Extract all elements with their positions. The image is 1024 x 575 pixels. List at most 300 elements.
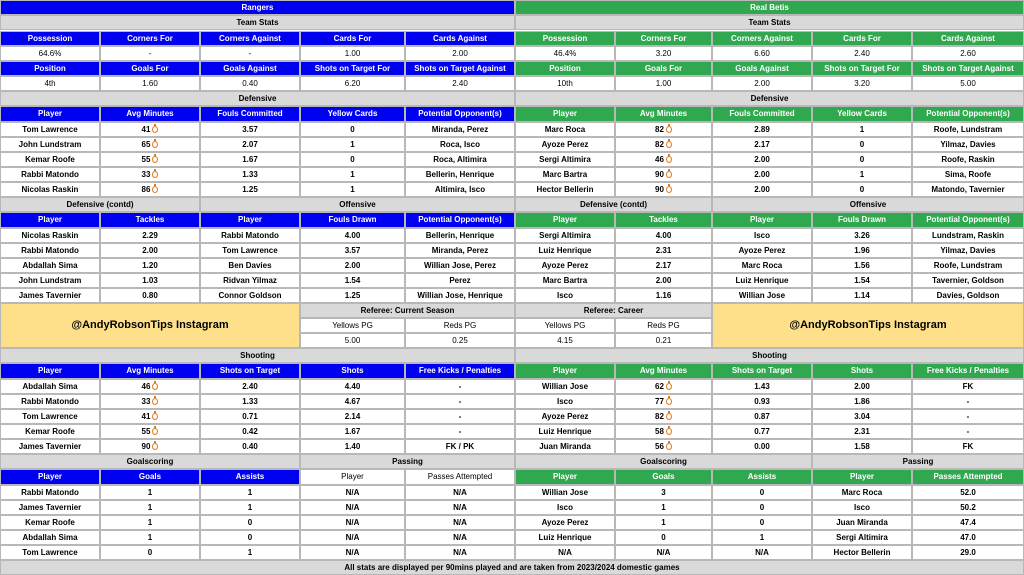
player-name: Isco [515, 288, 615, 303]
minutes-value: 86 [141, 184, 151, 194]
minutes-value: 55 [141, 154, 151, 164]
player-name: N/A [300, 500, 405, 515]
stopwatch-icon [666, 443, 672, 450]
stopwatch-icon [152, 141, 158, 148]
stat-potential-opponents: Willian Jose, Perez [405, 258, 515, 273]
stat-yellows: 0 [812, 137, 912, 152]
value-sot_against: 2.40 [405, 76, 515, 91]
stat-opp: Roca, Altimira [405, 152, 515, 167]
referee-season-yellows: 5.00 [300, 333, 405, 348]
col-header-yellows-pg: Yellows PG [300, 318, 405, 333]
col-header-player: Player [300, 469, 405, 485]
stat-mins [615, 167, 712, 182]
player-name: Nicolas Raskin [0, 182, 100, 197]
stat-mins [615, 424, 712, 439]
value-cards_against: 2.00 [405, 46, 515, 61]
col-header-yellows-pg: Yellows PG [515, 318, 615, 333]
stat-opp: Roca, Isco [405, 137, 515, 152]
player-name: Luiz Henrique [712, 273, 812, 288]
stat-fouls: 1.67 [200, 152, 300, 167]
col-header-potential_opponents: Potential Opponent(s) [405, 106, 515, 122]
col-header-reds-pg: Reds PG [405, 318, 515, 333]
col-header-position: Position [515, 61, 615, 76]
stat-assists: 0 [712, 485, 812, 500]
col-header-player: Player [515, 363, 615, 379]
col-header-sot_for: Shots on Target For [812, 61, 912, 76]
player-name: Connor Goldson [200, 288, 300, 303]
minutes-value: 41 [141, 411, 151, 421]
stat-potential-opponents: Davies, Goldson [912, 288, 1024, 303]
col-header-avg_minutes: Avg Minutes [615, 106, 712, 122]
section-team-stats-right: Team Stats [515, 15, 1024, 30]
section-goalscoring-left: Goalscoring [0, 454, 300, 469]
stat-fk: - [405, 379, 515, 394]
col-header-shots_on_target: Shots on Target [200, 363, 300, 379]
stat-tackles: 4.00 [615, 228, 712, 243]
col-header-shots: Shots [812, 363, 912, 379]
stopwatch-icon [152, 398, 158, 405]
minutes-value: 90 [655, 184, 664, 194]
stat-assists: 1 [200, 545, 300, 560]
stopwatch-icon [152, 126, 158, 133]
col-header-player: Player [0, 363, 100, 379]
stopwatch-icon [666, 398, 672, 405]
col-header-cards_for: Cards For [300, 31, 405, 46]
stopwatch-icon [152, 443, 158, 450]
player-name: Ayoze Perez [515, 137, 615, 152]
value-position: 4th [0, 76, 100, 91]
stat-fouls-drawn: 1.96 [812, 243, 912, 258]
player-name: Rabbi Matondo [0, 243, 100, 258]
stat-opp: Altimira, Isco [405, 182, 515, 197]
player-name: Willian Jose [515, 379, 615, 394]
section-offensive-right: Offensive [712, 197, 1024, 212]
stat-goals: 1 [100, 530, 200, 545]
stat-yellows: 0 [300, 152, 405, 167]
player-name: Ayoze Perez [515, 258, 615, 273]
stopwatch-icon [152, 171, 158, 178]
stat-mins [615, 122, 712, 137]
stat-potential-opponents: Perez [405, 273, 515, 288]
stat-tackles: 2.29 [100, 228, 200, 243]
stat-potential-opponents: Miranda, Perez [405, 243, 515, 258]
value-corners_against: 6.60 [712, 46, 812, 61]
player-name: Tom Lawrence [0, 545, 100, 560]
stat-potential-opponents: Yilmaz, Davies [912, 243, 1024, 258]
stat-fk: FK [912, 439, 1024, 454]
value-corners_for: - [100, 46, 200, 61]
stat-yellows: 0 [812, 182, 912, 197]
stat-mins [100, 424, 200, 439]
stat-assists: 0 [200, 530, 300, 545]
col-header-avg_minutes: Avg Minutes [100, 363, 200, 379]
player-name: James Tavernier [0, 500, 100, 515]
stopwatch-icon [152, 186, 158, 193]
stat-mins [615, 137, 712, 152]
stat-shots: 2.31 [812, 424, 912, 439]
minutes-value: 46 [141, 381, 151, 391]
stat-goals: 1 [100, 485, 200, 500]
stat-fk: FK / PK [405, 439, 515, 454]
stat-assists: 1 [200, 500, 300, 515]
stat-tackles: 2.17 [615, 258, 712, 273]
col-header-assists: Assists [200, 469, 300, 485]
stat-mins [615, 379, 712, 394]
stopwatch-icon [666, 171, 672, 178]
section-team-stats-left: Team Stats [0, 15, 515, 30]
stat-fouls-drawn: 1.14 [812, 288, 912, 303]
section-referee-season: Referee: Current Season [300, 303, 515, 318]
stat-mins [615, 152, 712, 167]
stat-sot: 0.00 [712, 439, 812, 454]
player-name: Isco [515, 500, 615, 515]
player-name: Hector Bellerin [812, 545, 912, 560]
value-sot_for: 3.20 [812, 76, 912, 91]
stat-sot: 1.43 [712, 379, 812, 394]
col-header-corners_against: Corners Against [712, 31, 812, 46]
stat-goals: 1 [100, 500, 200, 515]
col-header-yellow_cards: Yellow Cards [300, 106, 405, 122]
minutes-value: 65 [141, 139, 151, 149]
stat-fouls: 3.57 [200, 122, 300, 137]
stat-fk: - [912, 394, 1024, 409]
minutes-value: 46 [655, 154, 664, 164]
value-corners_against: - [200, 46, 300, 61]
col-header-position: Position [0, 61, 100, 76]
col-header-potential-opponents: Potential Opponent(s) [405, 212, 515, 228]
stopwatch-icon [152, 383, 158, 390]
player-name: Sergi Altimira [515, 228, 615, 243]
stat-assists: 1 [712, 530, 812, 545]
col-header-fouls-drawn: Fouls Drawn [300, 212, 405, 228]
col-header-fouls_committed: Fouls Committed [712, 106, 812, 122]
stat-sot: 0.40 [200, 439, 300, 454]
stat-tackles: 1.03 [100, 273, 200, 288]
stat-goals: 0 [100, 545, 200, 560]
player-name: Rabbi Matondo [0, 394, 100, 409]
stat-shots: 1.67 [300, 424, 405, 439]
col-header-cards_for: Cards For [812, 31, 912, 46]
player-name: Kemar Roofe [0, 515, 100, 530]
player-name: James Tavernier [0, 439, 100, 454]
col-header-sot_against: Shots on Target Against [405, 61, 515, 76]
stat-yellows: 1 [812, 167, 912, 182]
col-header-player: Player [812, 469, 912, 485]
col-header-fk_pen: Free Kicks / Penalties [912, 363, 1024, 379]
player-name: Marc Roca [515, 122, 615, 137]
player-name: Luiz Henrique [515, 530, 615, 545]
value-goals_against: 2.00 [712, 76, 812, 91]
stat-assists: N/A [712, 545, 812, 560]
stat-passes-attempted: 50.2 [912, 500, 1024, 515]
stopwatch-icon [666, 126, 672, 133]
minutes-value: 33 [141, 169, 151, 179]
player-name: Rabbi Matondo [0, 485, 100, 500]
stat-potential-opponents: Roofe, Lundstram [912, 258, 1024, 273]
stat-tackles: 0.80 [100, 288, 200, 303]
col-header-cards_against: Cards Against [912, 31, 1024, 46]
stat-mins [100, 152, 200, 167]
player-name: Ayoze Perez [515, 409, 615, 424]
section-defensive-left: Defensive [0, 91, 515, 106]
player-name: Ayoze Perez [515, 515, 615, 530]
stopwatch-icon [666, 186, 672, 193]
stat-opp: Sima, Roofe [912, 167, 1024, 182]
stat-opp: Miranda, Perez [405, 122, 515, 137]
stat-fouls-drawn: 4.00 [300, 228, 405, 243]
stat-shots: 1.40 [300, 439, 405, 454]
stat-mins [100, 379, 200, 394]
col-header-sot_for: Shots on Target For [300, 61, 405, 76]
col-header-player: Player [200, 212, 300, 228]
stat-passes-attempted: N/A [405, 500, 515, 515]
player-name: John Lundstram [0, 137, 100, 152]
player-name: N/A [300, 530, 405, 545]
player-name: Isco [812, 500, 912, 515]
stat-tackles: 2.00 [615, 273, 712, 288]
player-name: N/A [515, 545, 615, 560]
stopwatch-icon [152, 413, 158, 420]
player-name: N/A [300, 515, 405, 530]
minutes-value: 55 [141, 426, 151, 436]
value-cards_against: 2.60 [912, 46, 1024, 61]
stat-potential-opponents: Lundstram, Raskin [912, 228, 1024, 243]
stat-goals: 1 [615, 500, 712, 515]
col-header-potential_opponents: Potential Opponent(s) [912, 106, 1024, 122]
section-defensive-right: Defensive [515, 91, 1024, 106]
stat-tackles: 1.16 [615, 288, 712, 303]
player-name: Tom Lawrence [200, 243, 300, 258]
stat-shots: 4.40 [300, 379, 405, 394]
stat-goals: 1 [615, 515, 712, 530]
stat-opp: Bellerin, Henrique [405, 167, 515, 182]
col-header-goals_against: Goals Against [200, 61, 300, 76]
stat-tackles: 1.20 [100, 258, 200, 273]
stat-fouls: 2.00 [712, 167, 812, 182]
col-header-tackles: Tackles [100, 212, 200, 228]
promo-instagram-left: @AndyRobsonTips Instagram [0, 303, 300, 348]
value-goals_for: 1.00 [615, 76, 712, 91]
stat-mins [615, 439, 712, 454]
col-header-player: Player [515, 212, 615, 228]
stat-shots: 2.14 [300, 409, 405, 424]
stat-mins [615, 409, 712, 424]
stat-fk: FK [912, 379, 1024, 394]
section-offensive-left: Offensive [200, 197, 515, 212]
stat-fouls: 2.00 [712, 152, 812, 167]
section-shooting-left: Shooting [0, 348, 515, 363]
section-passing-right: Passing [812, 454, 1024, 469]
player-name: Marc Bartra [515, 273, 615, 288]
player-name: Sergi Altimira [515, 152, 615, 167]
stat-mins [615, 394, 712, 409]
stat-goals: 0 [615, 530, 712, 545]
stat-fk: - [912, 424, 1024, 439]
col-header-shots: Shots [300, 363, 405, 379]
stat-mins [100, 409, 200, 424]
col-header-potential-opponents: Potential Opponent(s) [912, 212, 1024, 228]
col-header-sot_against: Shots on Target Against [912, 61, 1024, 76]
stat-shots: 1.86 [812, 394, 912, 409]
player-name: N/A [300, 485, 405, 500]
stat-sot: 0.87 [712, 409, 812, 424]
player-name: Isco [712, 228, 812, 243]
col-header-goals_for: Goals For [100, 61, 200, 76]
col-header-assists: Assists [712, 469, 812, 485]
section-goalscoring-right: Goalscoring [515, 454, 812, 469]
stat-passes-attempted: 47.4 [912, 515, 1024, 530]
player-name: Willian Jose [515, 485, 615, 500]
stat-assists: 0 [200, 515, 300, 530]
stat-tackles: 2.31 [615, 243, 712, 258]
value-cards_for: 2.40 [812, 46, 912, 61]
col-header-possession: Possession [0, 31, 100, 46]
stat-mins [100, 182, 200, 197]
player-name: Ayoze Perez [712, 243, 812, 258]
stat-sot: 2.40 [200, 379, 300, 394]
value-goals_for: 1.60 [100, 76, 200, 91]
section-shooting-right: Shooting [515, 348, 1024, 363]
stat-fouls-drawn: 1.54 [300, 273, 405, 288]
col-header-player: Player [712, 212, 812, 228]
stat-yellows: 1 [300, 167, 405, 182]
value-goals_against: 0.40 [200, 76, 300, 91]
stat-potential-opponents: Willian Jose, Henrique [405, 288, 515, 303]
player-name: N/A [300, 545, 405, 560]
value-cards_for: 1.00 [300, 46, 405, 61]
stopwatch-icon [666, 428, 672, 435]
stat-fouls: 2.07 [200, 137, 300, 152]
col-header-goals_for: Goals For [615, 61, 712, 76]
col-header-passes-attempted: Passes Attempted [912, 469, 1024, 485]
stat-mins [100, 439, 200, 454]
stat-assists: 0 [712, 500, 812, 515]
stat-opp: Matondo, Tavernier [912, 182, 1024, 197]
stat-fouls-drawn: 3.26 [812, 228, 912, 243]
stat-passes-attempted: 52.0 [912, 485, 1024, 500]
col-header-player: Player [0, 212, 100, 228]
stat-fouls-drawn: 2.00 [300, 258, 405, 273]
stat-opp: Roofe, Lundstram [912, 122, 1024, 137]
stat-yellows: 1 [300, 182, 405, 197]
value-position: 10th [515, 76, 615, 91]
player-name: Nicolas Raskin [0, 228, 100, 243]
stopwatch-icon [666, 413, 672, 420]
stat-passes-attempted: N/A [405, 545, 515, 560]
stat-fouls-drawn: 1.54 [812, 273, 912, 288]
player-name: Abdallah Sima [0, 530, 100, 545]
stat-goals: 3 [615, 485, 712, 500]
stat-sot: 0.42 [200, 424, 300, 439]
stopwatch-icon [666, 383, 672, 390]
player-name: Juan Miranda [515, 439, 615, 454]
stat-fouls: 2.89 [712, 122, 812, 137]
section-defensive-contd-left: Defensive (contd) [0, 197, 200, 212]
stat-opp: Roofe, Raskin [912, 152, 1024, 167]
stat-sot: 0.71 [200, 409, 300, 424]
stat-fouls-drawn: 1.25 [300, 288, 405, 303]
minutes-value: 41 [141, 124, 151, 134]
col-header-avg_minutes: Avg Minutes [100, 106, 200, 122]
minutes-value: 62 [655, 381, 664, 391]
stat-potential-opponents: Bellerin, Henrique [405, 228, 515, 243]
minutes-value: 82 [655, 124, 664, 134]
stat-shots: 2.00 [812, 379, 912, 394]
value-corners_for: 3.20 [615, 46, 712, 61]
stat-yellows: 0 [812, 152, 912, 167]
col-header-corners_for: Corners For [100, 31, 200, 46]
col-header-goals: Goals [615, 469, 712, 485]
minutes-value: 56 [655, 441, 664, 451]
stat-fouls: 1.33 [200, 167, 300, 182]
stat-passes-attempted: 29.0 [912, 545, 1024, 560]
footer-note: All stats are displayed per 90mins played and are taken from 2023/2024 domestic games [0, 560, 1024, 575]
player-name: Luiz Henrique [515, 424, 615, 439]
stat-passes-attempted: N/A [405, 485, 515, 500]
stat-shots: 4.67 [300, 394, 405, 409]
referee-season-reds: 0.25 [405, 333, 515, 348]
col-header-possession: Possession [515, 31, 615, 46]
stat-opp: Yilmaz, Davies [912, 137, 1024, 152]
col-header-player: Player [0, 469, 100, 485]
player-name: Luiz Henrique [515, 243, 615, 258]
player-name: Tom Lawrence [0, 409, 100, 424]
referee-career-yellows: 4.15 [515, 333, 615, 348]
player-name: Abdallah Sima [0, 379, 100, 394]
player-name: Ben Davies [200, 258, 300, 273]
stat-passes-attempted: N/A [405, 530, 515, 545]
minutes-value: 90 [655, 169, 664, 179]
stat-fk: - [912, 409, 1024, 424]
player-name: Isco [515, 394, 615, 409]
col-header-player: Player [515, 106, 615, 122]
team-name-right: Real Betis [515, 0, 1024, 15]
referee-career-reds: 0.21 [615, 333, 712, 348]
value-possession: 64.6% [0, 46, 100, 61]
stat-assists: 1 [200, 485, 300, 500]
stat-fouls-drawn: 1.56 [812, 258, 912, 273]
stat-mins [100, 137, 200, 152]
stat-mins [100, 394, 200, 409]
section-defensive-contd-right: Defensive (contd) [515, 197, 712, 212]
minutes-value: 33 [141, 396, 151, 406]
minutes-value: 90 [141, 441, 151, 451]
player-name: John Lundstram [0, 273, 100, 288]
section-referee-career: Referee: Career [515, 303, 712, 318]
value-sot_against: 5.00 [912, 76, 1024, 91]
minutes-value: 77 [655, 396, 664, 406]
player-name: Marc Bartra [515, 167, 615, 182]
stopwatch-icon [666, 156, 672, 163]
player-name: Rabbi Matondo [0, 167, 100, 182]
stat-sot: 0.93 [712, 394, 812, 409]
value-possession: 46.4% [515, 46, 615, 61]
col-header-shots_on_target: Shots on Target [712, 363, 812, 379]
stopwatch-icon [666, 141, 672, 148]
stat-potential-opponents: Tavernier, Goldson [912, 273, 1024, 288]
col-header-goals: Goals [100, 469, 200, 485]
stat-passes-attempted: N/A [405, 515, 515, 530]
player-name: Rabbi Matondo [200, 228, 300, 243]
player-name: James Tavernier [0, 288, 100, 303]
col-header-corners_against: Corners Against [200, 31, 300, 46]
stat-goals: 1 [100, 515, 200, 530]
stat-passes-attempted: 47.0 [912, 530, 1024, 545]
col-header-passes-attempted: Passes Attempted [405, 469, 515, 485]
player-name: Juan Miranda [812, 515, 912, 530]
stat-mins [615, 182, 712, 197]
promo-instagram-right: @AndyRobsonTips Instagram [712, 303, 1024, 348]
